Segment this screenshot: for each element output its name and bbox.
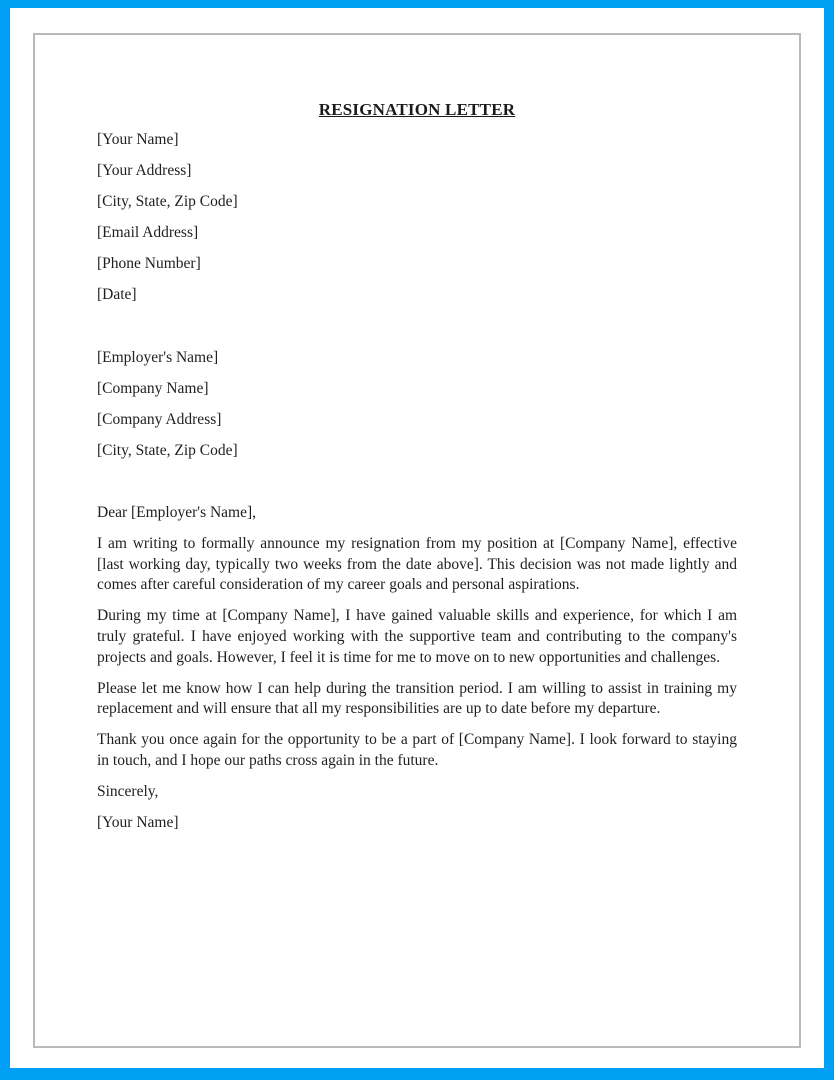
- blank-line: [97, 317, 737, 348]
- sender-city-line: [City, State, Zip Code]: [97, 193, 238, 211]
- date-line: [Date]: [97, 286, 137, 304]
- closing-line: Sincerely,: [97, 782, 159, 800]
- sender-name-line: [Your Name]: [97, 131, 179, 148]
- letter-page: [33, 33, 801, 1048]
- company-city-line: [City, State, Zip Code]: [97, 441, 238, 459]
- sender-email-line: [Email Address]: [97, 224, 199, 242]
- body-paragraph-2: During my time at [Company Name], I have gained valuable skills and experience, for which I am truly grateful. I have enjoyed working with the supportive team and contributing to the company's projects and goals. However, I feel it is time for me to move on to new opportunities and challenges.: [97, 607, 737, 666]
- salutation-line: Dear [Employer's Name],: [97, 503, 257, 521]
- sender-block: [97, 130, 737, 306]
- recipient-block: [97, 348, 737, 462]
- sender-phone-line: [Phone Number]: [97, 255, 201, 273]
- body-paragraph-3: Please let me know how I can help during the transition period. I am willing to assist in training my replacement and will ensure that all my responsibilities are up to date before my departure.: [97, 679, 737, 718]
- sender-address-line: [Your Address]: [97, 162, 192, 180]
- company-name-line: [Company Name]: [97, 379, 209, 397]
- body-paragraph-4: Thank you once again for the opportunity to be a part of [Company Name]. I look forward to staying in touch, and I hope our paths cross again in the future.: [97, 731, 737, 769]
- signature-line: [Your Name]: [97, 814, 179, 832]
- blank-line: [97, 472, 737, 503]
- body-paragraph-1: I am writing to formally announce my resignation from my position at [Company Name], effective [last working day, typically two weeks from the date above]. This decision was not made lightly and comes after careful consideration of my career goals and personal aspirations.: [97, 535, 737, 594]
- company-address-line: [Company Address]: [97, 410, 222, 428]
- letter-title: RESIGNATION LETTER: [318, 100, 516, 119]
- employer-name-line: [Employer's Name]: [97, 348, 219, 366]
